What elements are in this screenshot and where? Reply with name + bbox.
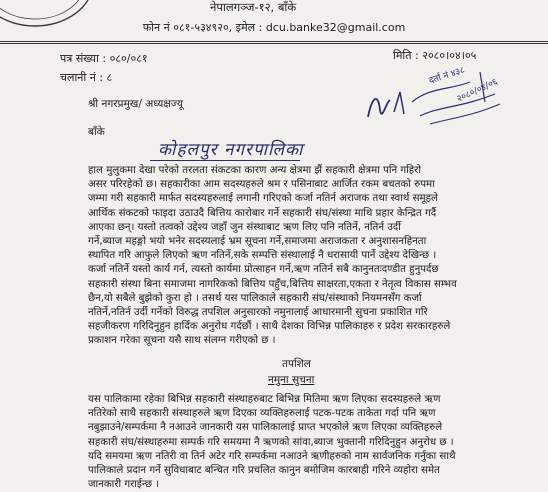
text-line: प्रकाशन गरेका सूचना यसै साथ संलग्न गरीएको छ । xyxy=(88,335,276,347)
text-line: जानकारी गराईन्छ । xyxy=(88,479,160,491)
text-line: असर परिरहेको छ। सहकारीका आम सदस्यहरुले श्रम र पसिनाबाट आर्जित रकम बचतको रुपमा xyxy=(88,179,435,191)
text-line: सहकारी संघ/संस्थाहरुमा सम्पर्क गरि समयमा नै ऋणको सांवा,ब्याज भुक्तानी गरिदिनुहुन अनुरोध छ । xyxy=(88,436,454,448)
dispatch-number: चलानी नं : ८ xyxy=(60,71,113,84)
text-line: पालिकाले प्रदान गर्ने सुविधाबाट बन्चित गरि प्रचलित कानुन बमोजिम कारबाही गरिने व्यहोरा समेत xyxy=(88,465,440,477)
text-line: गर्ने,ब्याज महङ्गो भयो भनेर सदस्यलाई भ्रम सूचना गर्ने,समाजमा अराजकता र अनुशासनहिनता xyxy=(88,236,427,248)
contact-line: फोन नं ०८१-५३४९२०, इमेल : dcu.banke32@gmail.com xyxy=(142,21,406,34)
addressee-district: बाँके xyxy=(88,126,105,138)
text-line: स्थापित गरि आफुले लिएको ऋण नतिर्ने,सके सम्पत्ति संस्थालाई नै धरासायी पार्ने उद्देश्य देखिन्छ । xyxy=(88,250,437,262)
text-line: सहजीकरण गरिदिनुहुन हार्दिक अनुरोध गर्दछौं । साथै देशका विभिन्न पालिकाहरु र प्रदेश सरकारहरुले xyxy=(88,321,451,333)
addressee-title: श्री नगरप्रमुख/ अध्यक्षज्यू xyxy=(88,98,183,110)
reference-number: पत्र संख्या : ०८०/०८१ xyxy=(60,52,148,65)
text-line: हाल मुलुकमा देखा परेको तरलता संकटका कारण अन्य क्षेत्रमा झैं सहकारी क्षेत्रमा पनि गहिरो xyxy=(88,165,421,176)
receipt-date: २०८०/०४/०६ xyxy=(455,77,500,105)
addressee-municipality: कोहलपुर नगरपालिका xyxy=(158,140,304,160)
letter-date: मिति : २०८०।०४।०५ xyxy=(393,49,477,62)
text-line: सहकारी संस्था बिना समाजमा नागरिकको बित्तिय पहुँच,बित्तिय साक्षरता,एकता र नेतृत्व विकास सम्भव xyxy=(88,278,457,290)
text-line: आएका छन्। यस्तो तत्वको उद्देश्य जहाँ जुन संस्थाबाट ऋण लिए पनि नतिर्ने, नतिर्न उर्दी xyxy=(88,221,401,233)
header-rule-2 xyxy=(0,43,548,44)
text-line: जम्मा गरी सहकारी मार्फत सदस्यहरुलाई लगानी गरिएको कर्जा नतिर्न अराजक तथा स्वार्थ समूहले xyxy=(88,193,438,205)
office-location: नेपालगञ्ज-१२, बाँके xyxy=(210,0,297,14)
text-line: यदि समयमा ऋण नतिरी वा तिर्न अटेर गरि सम्पर्कमा नआउने ऋणीहरुको नाम सार्वजनिक गर्नुका साथै xyxy=(88,450,456,462)
receipt-note: दर्ता नं ४३८ xyxy=(427,65,467,87)
text-line: यस पालिकामा रहेका बिभिन्न सहकारी संस्थाहरुबाट बिभिन्न मितिमा ऋण लिएका सदस्यहरुले ऋण xyxy=(88,394,441,405)
tapsil-heading: तपशिल xyxy=(282,358,311,370)
header-rule xyxy=(0,41,548,42)
text-line: नतिरेको साथै सहकारी संस्थाहरुले ऋण दिएका व्यक्तिहरुलाई पटक-पटक ताकेता गर्दा पनि ऋण xyxy=(88,408,436,420)
text-line: छैन,यो सबैले बुझेको कुरा हो । तसर्थ यस पालिकाले सहकारी संघ/संस्थाको नियमनसँग कर्जा xyxy=(88,292,422,304)
sample-notice-heading: नमुना सुचना xyxy=(268,374,315,386)
text-line: नबुझाउने/सम्पर्कमा नै नआउने जानकारी यस पालिकालाई प्राप्त भएकोले ऋण लिएका व्यक्तिहरुले xyxy=(88,422,443,434)
text-line: नतिर्ने,नतिर्न उर्दी गर्नेको विरुद्ध तपशिल अनुसारको नमुनालाई आधारमानी सुचना प्रकाशित गरि xyxy=(88,307,428,319)
municipality-underline xyxy=(150,160,300,161)
text-line: आर्थिक संकटको फाइदा उठाउदै बित्तिय कारोबार गर्ने सहकारी संघ/संस्था माथि प्रहार केन्द्रित गर्दै xyxy=(88,207,437,219)
body-paragraph-2 xyxy=(88,393,508,492)
text-line: कर्जा नतिर्ने यस्तो कार्य गर्न, त्यस्तो कार्यमा प्रोत्साहन गर्ने,ऋण नतिर्न सबै कानुनतःदण्डीत हुनुपर्दछ xyxy=(88,264,439,276)
body-paragraph-1 xyxy=(88,164,508,349)
